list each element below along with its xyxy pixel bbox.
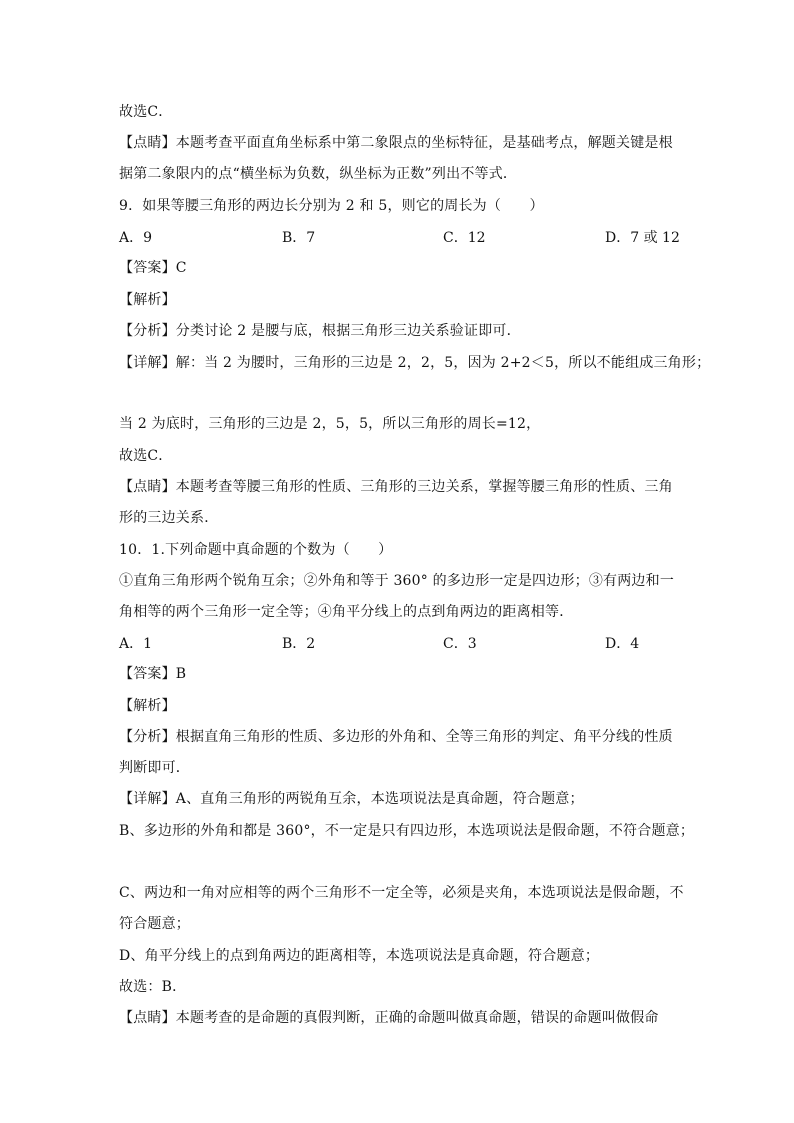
q9-analysis-heading: 【解析】 [119, 292, 176, 308]
q9-comment: 【点睛】本题考查等腰三角形的性质、三角形的三边关系，掌握等腰三角形的性质、三角 [119, 479, 673, 495]
question-10: 10．1.下列命题中真命题的个数为（ ） [119, 542, 393, 558]
q9-detail-line-1: 【详解】解：当 2 为腰时，三角形的三边是 2，2，5，因为 2+2＜5，所以不能组成三角形； [119, 355, 711, 371]
q9-option-c: C．12 [443, 230, 486, 246]
q10-option-d: D．4 [605, 636, 640, 652]
q9-conclusion: 故选C． [119, 448, 173, 464]
q9-detail-line-2: 当 2 为底时，三角形的三边是 2，5，5，所以三角形的周长=12， [119, 416, 541, 432]
q9-comment-cont: 形的三边关系． [119, 510, 219, 526]
q10-conclusion: 故选：B． [119, 979, 187, 995]
q10-detail-d: D、角平分线上的点到角两边的距离相等，本选项说法是真命题，符合题意； [119, 948, 600, 964]
q10-detail-c-cont: 符合题意； [119, 916, 190, 932]
question-9: 9．如果等腰三角形的两边长分别为 2 和 5，则它的周长为（ ） [119, 198, 544, 214]
q10-statements: ①直角三角形两个锐角互余；②外角和等于 360° 的多边形一定是四边形；③有两边和一 [119, 573, 675, 589]
q9-analysis: 【分析】分类讨论 2 是腰与底，根据三角形三边关系验证即可． [119, 323, 521, 339]
q10-statements-cont: 角相等的两个三角形一定全等；④角平分线上的点到角两边的距离相等． [119, 604, 574, 620]
q9-option-b: B．7 [282, 230, 316, 246]
conclusion-line: 故选C． [119, 104, 173, 120]
q10-option-a: A．1 [119, 636, 153, 652]
q10-answer: 【答案】B [119, 666, 187, 682]
q10-detail-b: B、多边形的外角和都是 360°，不一定是只有四边形，本选项说法是假命题，不符合题意； [119, 823, 695, 839]
q10-option-b: B．2 [282, 636, 316, 652]
q10-analysis-heading: 【解析】 [119, 698, 176, 714]
q10-option-c: C．3 [443, 636, 477, 652]
comment-line: 【点睛】本题考查平面直角坐标系中第二象限点的坐标特征，是基础考点，解题关键是根 [119, 135, 673, 151]
comment-line-cont: 据第二象限内的点“横坐标为负数，纵坐标为正数”列出不等式． [119, 166, 518, 182]
q10-detail-c: C、两边和一角对应相等的两个三角形不一定全等，必须是夹角，本选项说法是假命题，不 [119, 885, 684, 901]
q10-detail-a: 【详解】A、直角三角形的两锐角互余，本选项说法是真命题，符合题意； [119, 791, 584, 807]
q10-comment: 【点睛】本题考查的是命题的真假判断，正确的命题叫做真命题，错误的命题叫做假命 [119, 1010, 659, 1026]
q10-analysis: 【分析】根据直角三角形的性质、多边形的外角和、全等三角形的判定、角平分线的性质 [119, 729, 673, 745]
q9-option-a: A．9 [119, 230, 153, 246]
q9-option-d: D．7 或 12 [605, 230, 680, 246]
q10-analysis-cont: 判断即可． [119, 760, 190, 776]
q9-answer: 【答案】C [119, 260, 187, 276]
